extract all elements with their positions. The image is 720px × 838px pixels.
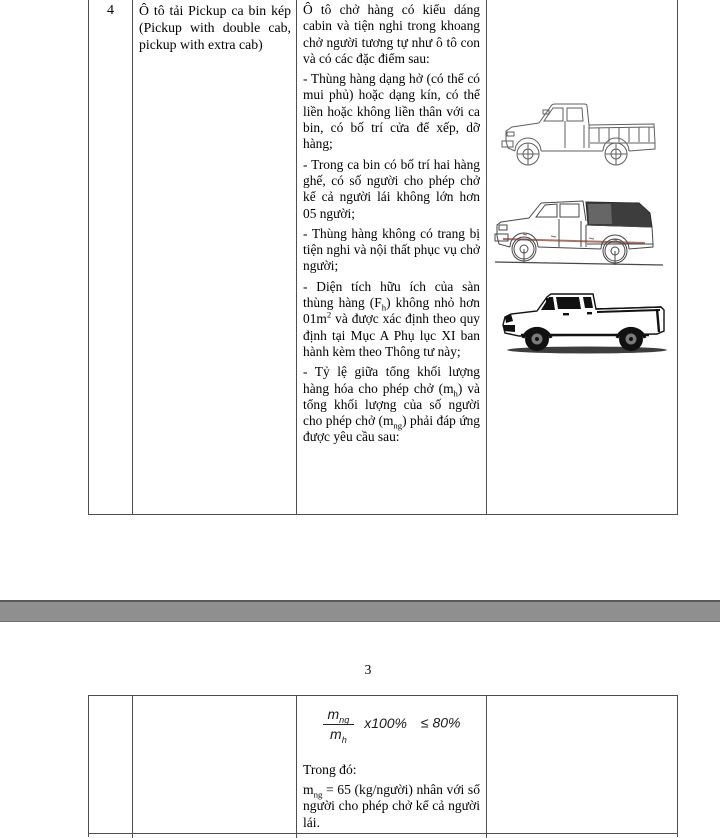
pickup-extra-cab-photo <box>497 287 673 359</box>
table-row-border <box>89 833 677 834</box>
classification-table-page3 <box>88 695 678 837</box>
pickup-double-cab-with-canopy-drawing <box>493 192 669 268</box>
row-number-cell-empty <box>89 696 133 838</box>
row-number: 4 <box>107 3 114 18</box>
fraction-denominator: $m_h$ <box>330 725 347 745</box>
spec-paragraph: - Diện tích hữu ích của sàn thùng hàng $(F_h)$ không nhỏ hơn $01m^2$ và được xác định theo quy định tại Mục A Phụ lục XI ban hành kèm theo Thông tư này; <box>303 278 480 359</box>
pickup-double-cab-line-drawing <box>497 98 665 176</box>
classification-table-page2 <box>88 0 678 515</box>
vehicle-name-cell-empty <box>133 696 297 838</box>
page-break-divider <box>0 600 720 622</box>
formula-relation: ≤ 80% <box>420 714 461 731</box>
mass-ratio-formula <box>303 706 480 745</box>
vehicle-spec-cell <box>297 0 487 514</box>
spec-paragraph: - Thùng hàng không có trang bị tiện nghi và nội thất phục vụ chở người; <box>303 225 480 274</box>
vehicle-name-cell <box>133 0 297 514</box>
vehicle-name-en: (Pickup with double cab, pickup with extra cab) <box>139 20 291 52</box>
where-label: Trong đó: <box>303 762 357 777</box>
formula-expression: x100% <box>364 714 407 731</box>
spec-paragraph: - Trong ca bin có bố trí hai hàng ghế, có số người cho phép chở kể cả người lái không lớn hơn 05 người; <box>303 156 480 221</box>
fraction <box>323 706 355 745</box>
vehicle-name-vi: Ô tô tải Pickup ca bin kép <box>139 3 291 18</box>
page-number: 3 <box>364 662 372 677</box>
formula-cell <box>297 696 487 838</box>
where-definition: $m_{ng} = 65$ (kg/người) nhân với số người cho phép chở kể cả người lái. <box>303 781 480 830</box>
illustration-cell-empty <box>487 696 677 838</box>
spec-paragraph: - Tỷ lệ giữa tổng khối lượng hàng hóa cho phép chở $(m_h)$ và tổng khối lượng của số người cho phép chở $(m_{ng})$ phải đáp ứng được yêu cầu sau: <box>303 364 480 445</box>
vehicle-illustrations-cell <box>487 0 677 514</box>
fraction-numerator: $m_{ng}$ <box>323 706 355 725</box>
spec-paragraph: - Thùng hàng dạng hở (có thể có mui phủ) hoặc dạng kín, có thể liền hoặc không liền thân với ca bin, có bố trí cửa để xếp, dỡ hàng; <box>303 71 480 152</box>
spec-paragraph: Ô tô chở hàng có kiểu dáng cabin và tiện nghi trong khoang chở người tương tự như ô tô con và có các đặc điểm sau: <box>303 2 480 66</box>
spec-paragraphs <box>303 2 480 446</box>
row-number-cell <box>89 0 133 514</box>
